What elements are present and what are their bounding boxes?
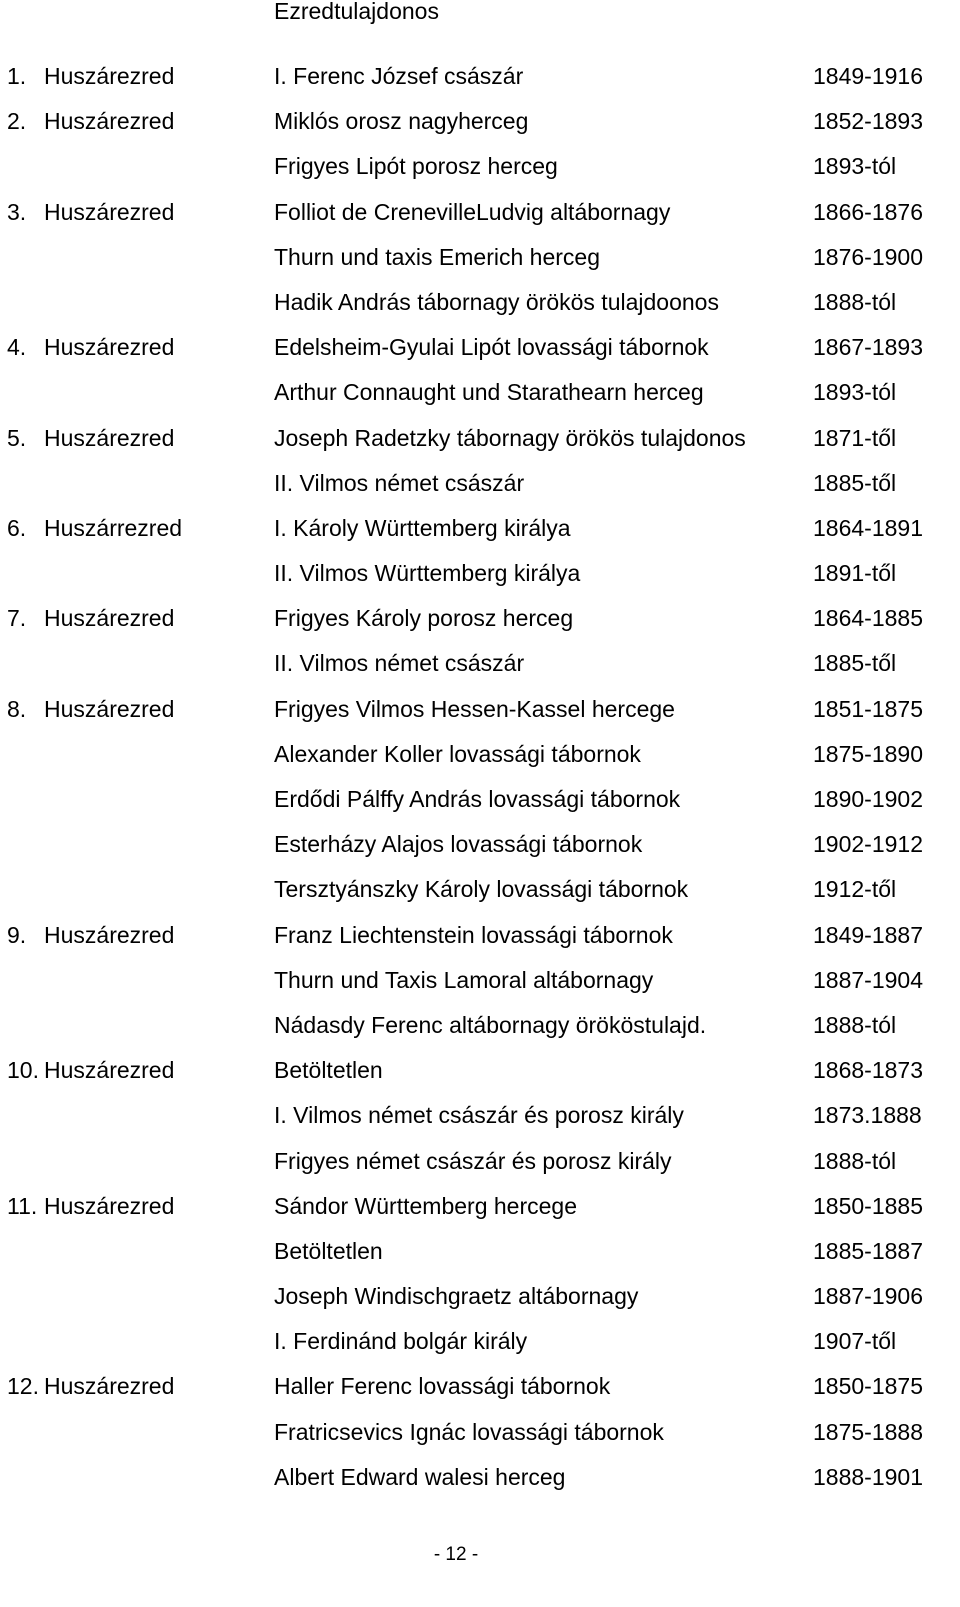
owner-name: Fratricsevics Ignác lovassági tábornok	[274, 1418, 664, 1445]
table-row	[0, 416, 960, 461]
regiment-number: 11.	[7, 1192, 38, 1219]
owner-name: Nádasdy Ferenc altábornagy örököstulajd.	[274, 1011, 707, 1038]
owner-name: I. Vilmos német császár és porosz király	[274, 1102, 684, 1129]
ownership-period: 1852-1893	[813, 108, 923, 135]
table-row	[0, 1003, 960, 1048]
table-row	[0, 641, 960, 686]
ownership-period: 1871-től	[813, 424, 897, 451]
owner-name: Folliot de CrenevilleLudvig altábornagy	[274, 198, 671, 225]
ownership-period: 1887-1906	[813, 1283, 923, 1310]
table-row	[0, 958, 960, 1003]
owner-name: Erdődi Pálffy András lovassági tábornok	[274, 786, 681, 812]
ownership-period: 1888-tól	[813, 1147, 897, 1174]
ownership-period: 1849-1916	[813, 63, 923, 89]
ownership-period: 1873.1888	[813, 1102, 922, 1129]
ownership-period: 1893-tól	[813, 153, 897, 180]
column-heading: Ezredtulajdonos	[274, 0, 439, 24]
ownership-period: 1875-1890	[813, 740, 923, 767]
owner-name: Tersztyánszky Károly lovassági tábornok	[274, 876, 689, 903]
owner-name: Miklós orosz nagyherceg	[274, 108, 529, 135]
ownership-period: 1907-től	[813, 1328, 897, 1355]
owner-name: II. Vilmos német császár	[274, 469, 525, 496]
owner-name: Frigyes német császár és porosz király	[274, 1147, 672, 1174]
table-row	[0, 190, 960, 235]
table-row	[0, 1364, 960, 1409]
owner-name: Sándor Württemberg hercege	[274, 1192, 577, 1219]
ownership-period: 1875-1888	[813, 1418, 923, 1445]
ownership-period: 1912-től	[813, 876, 897, 903]
owner-name: Edelsheim-Gyulai Lipót lovassági tábornok	[274, 334, 709, 361]
owner-name: Thurn und taxis Emerich herceg	[274, 243, 600, 270]
ownership-period: 1849-1887	[813, 921, 923, 948]
table-row	[0, 1229, 960, 1274]
regiment-name: Huszárezred	[44, 1057, 175, 1084]
table-row	[0, 1455, 960, 1500]
ownership-period: 1850-1875	[813, 1373, 923, 1400]
regiment-name: Huszárezred	[44, 695, 175, 722]
table-row	[0, 867, 960, 912]
regiment-name: Huszárrezred	[44, 514, 183, 541]
owner-name: Hadik András tábornagy örökös tulajdoonos	[274, 288, 719, 315]
owner-name: Frigyes Vilmos Hessen-Kassel hercege	[274, 695, 675, 722]
owner-name: Esterházy Alajos lovassági tábornok	[274, 831, 643, 858]
table-row	[0, 822, 960, 867]
ownership-period: 1902-1912	[813, 831, 923, 858]
table-row	[0, 370, 960, 415]
table-row	[0, 551, 960, 596]
table-row	[0, 461, 960, 506]
table-row	[0, 1048, 960, 1093]
ownership-period: 1864-1885	[813, 605, 923, 632]
table-row	[0, 596, 960, 641]
table-row	[0, 144, 960, 189]
ownership-period: 1851-1875	[813, 695, 923, 722]
ownership-period: 1890-1902	[813, 786, 923, 812]
table-row	[0, 99, 960, 144]
regiment-name: Huszárezred	[44, 108, 175, 135]
owner-name: Joseph Windischgraetz altábornagy	[274, 1283, 639, 1310]
regiment-number: 4.	[7, 334, 27, 361]
regiment-number: 9.	[7, 921, 27, 948]
owner-name: Joseph Radetzky tábornagy örökös tulajdonos	[274, 424, 746, 451]
table-row	[0, 1319, 960, 1364]
owner-name: I. Ferenc József császár	[274, 63, 524, 89]
ownership-period: 1888-tól	[813, 288, 897, 315]
ownership-period: 1864-1891	[813, 514, 923, 541]
regiment-name: Huszárezred	[44, 1192, 175, 1219]
owner-name: II. Vilmos Württemberg királya	[274, 560, 581, 587]
table-row	[0, 777, 960, 822]
owner-name: I. Ferdinánd bolgár király	[274, 1328, 528, 1355]
table-row	[0, 506, 960, 551]
regiment-name: Huszárezred	[44, 334, 175, 361]
owner-name: Franz Liechtenstein lovassági tábornok	[274, 921, 673, 948]
table-row	[0, 913, 960, 958]
regiment-number: 5.	[7, 424, 27, 451]
table-row	[0, 732, 960, 777]
ownership-period: 1888-tól	[813, 1011, 897, 1038]
ownership-period: 1868-1873	[813, 1057, 923, 1084]
owner-name: Betöltetlen	[274, 1237, 383, 1264]
ownership-period: 1850-1885	[813, 1192, 923, 1219]
ownership-period: 1867-1893	[813, 334, 923, 361]
table-row	[0, 1139, 960, 1184]
table-row	[0, 1410, 960, 1455]
ownership-period: 1888-1901	[813, 1463, 923, 1490]
regiment-number: 8.	[7, 695, 27, 722]
table-row	[0, 235, 960, 280]
owner-name: Frigyes Károly porosz herceg	[274, 605, 574, 632]
regiment-name: Huszárezred	[44, 198, 175, 225]
table-row	[0, 325, 960, 370]
regiment-number: 10.	[7, 1057, 39, 1084]
owner-name: Frigyes Lipót porosz herceg	[274, 153, 558, 180]
regiment-number: 7.	[7, 605, 27, 632]
page-number: - 12 -	[433, 1544, 479, 1565]
owner-name: Albert Edward walesi herceg	[274, 1463, 566, 1490]
owner-name: Alexander Koller lovassági tábornok	[274, 740, 641, 767]
owner-name: Betöltetlen	[274, 1057, 383, 1084]
regiment-number: 2.	[7, 108, 27, 135]
owner-name: Thurn und Taxis Lamoral altábornagy	[274, 966, 654, 993]
owner-name: Haller Ferenc lovassági tábornok	[274, 1373, 611, 1400]
regiment-number: 1.	[7, 63, 27, 89]
table-row	[0, 54, 960, 99]
table-row	[0, 1274, 960, 1319]
regiment-number: 12.	[7, 1373, 39, 1400]
regiment-owners-table	[0, 54, 960, 1500]
table-row	[0, 1093, 960, 1138]
regiment-number: 3.	[7, 198, 27, 225]
table-row	[0, 1184, 960, 1229]
regiment-name: Huszárezred	[44, 63, 175, 89]
ownership-period: 1866-1876	[813, 198, 923, 225]
owner-name: II. Vilmos német császár	[274, 650, 525, 677]
regiment-name: Huszárezred	[44, 921, 175, 948]
table-row	[0, 280, 960, 325]
ownership-period: 1893-tól	[813, 379, 897, 406]
ownership-period: 1885-1887	[813, 1237, 923, 1264]
regiment-name: Huszárezred	[44, 605, 175, 632]
owner-name: I. Károly Württemberg királya	[274, 514, 571, 541]
ownership-period: 1876-1900	[813, 243, 923, 270]
table-row	[0, 687, 960, 732]
owner-name: Arthur Connaught und Starathearn herceg	[274, 379, 704, 406]
ownership-period: 1891-től	[813, 560, 897, 587]
ownership-period: 1885-től	[813, 650, 897, 677]
regiment-name: Huszárezred	[44, 424, 175, 451]
regiment-number: 6.	[7, 514, 27, 541]
ownership-period: 1885-től	[813, 469, 897, 496]
regiment-name: Huszárezred	[44, 1373, 175, 1400]
ownership-period: 1887-1904	[813, 966, 923, 993]
